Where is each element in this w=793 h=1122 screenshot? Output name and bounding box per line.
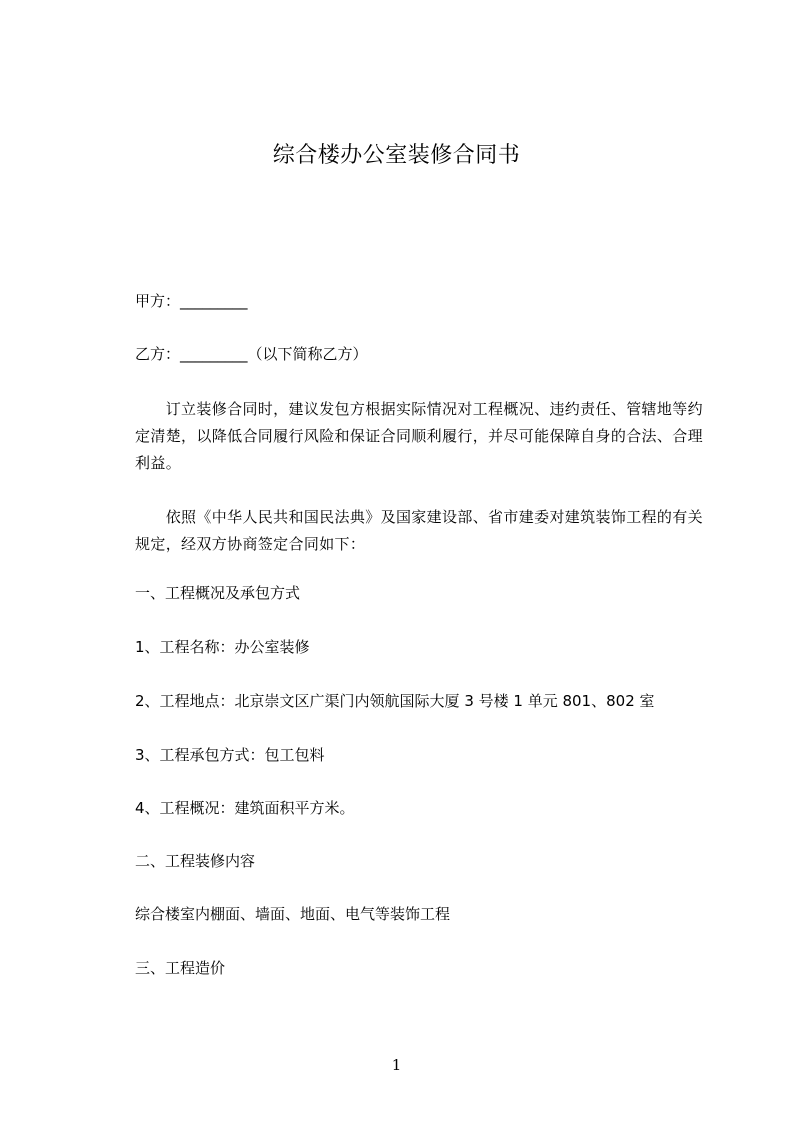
section-1-item-4: 4、工程概况：建筑面积平方米。 [135, 799, 355, 817]
intro-line-1: 订立装修合同时，建议发包方根据实际情况对工程概况、违约责任、管辖地等约 [135, 400, 703, 418]
section-3-heading: 三、工程造价 [135, 959, 226, 977]
document-title: 综合楼办公室装修合同书 [272, 143, 521, 168]
basis-line-2: 规定，经双方协商签定合同如下： [135, 535, 366, 553]
section-1-item-2: 2、工程地点：北京崇文区广渠门内领航国际大厦 3 号楼 1 单元 801、802 室 [135, 692, 655, 710]
party-b-line: 乙方：_________（以下简称乙方） [135, 345, 368, 363]
section-2-heading: 二、工程装修内容 [135, 852, 256, 870]
party-a-line: 甲方：_________ [135, 292, 248, 310]
section-1-item-3: 3、工程承包方式：包工包料 [135, 746, 325, 764]
basis-line-1: 依照《中华人民共和国民法典》及国家建设部、省市建委对建筑装饰工程的有关 [135, 508, 703, 526]
section-1-heading: 一、工程概况及承包方式 [135, 584, 301, 602]
intro-paragraph [135, 396, 715, 477]
section-2-content: 综合楼室内棚面、墙面、地面、电气等装饰工程 [135, 905, 451, 923]
intro-line-2: 定清楚，以降低合同履行风险和保证合同顺利履行，并尽可能保障自身的合法、合理 [135, 427, 703, 445]
page-number: 1 [391, 1056, 402, 1074]
section-1-item-1: 1、工程名称：办公室装修 [135, 638, 310, 656]
basis-paragraph [135, 504, 715, 558]
intro-line-3: 利益。 [135, 454, 182, 472]
